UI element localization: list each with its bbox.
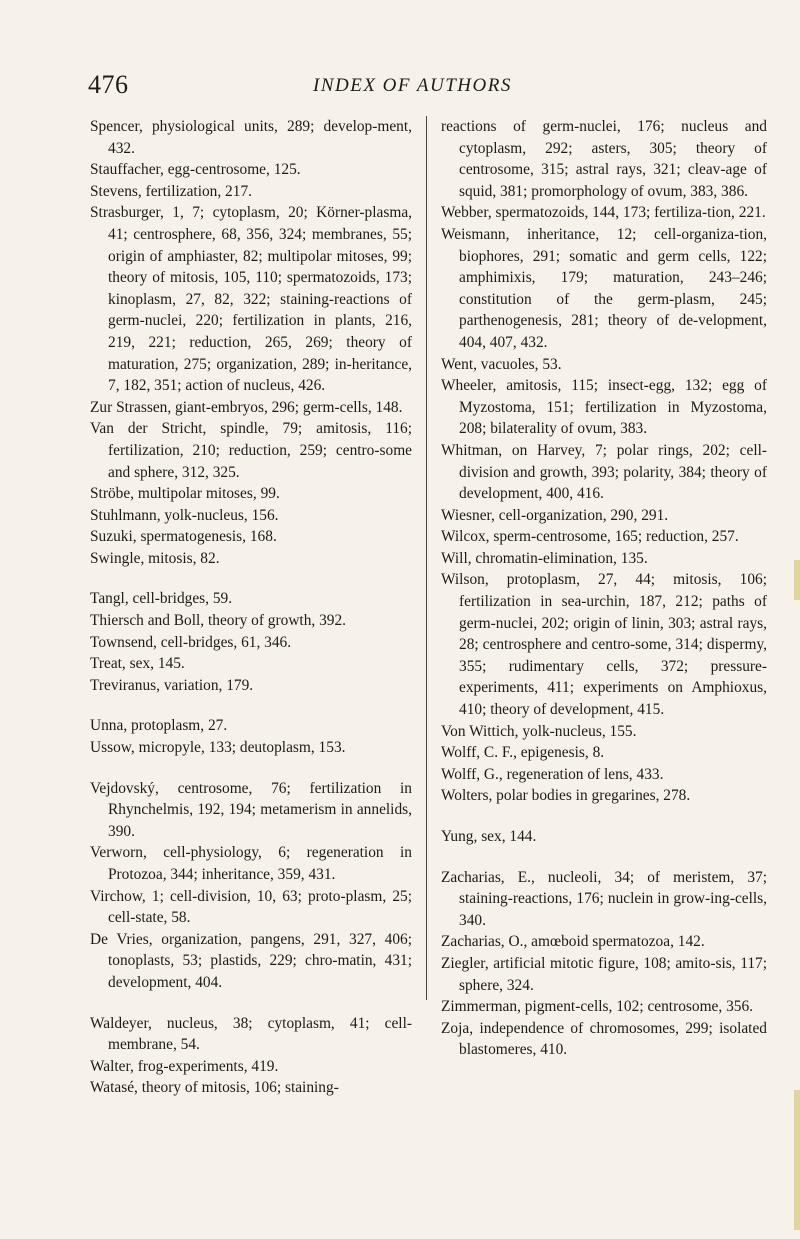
index-entry: Wolters, polar bodies in gregarines, 278. [441, 787, 691, 805]
index-column-right [441, 116, 767, 1061]
index-entry: Zoja, independence of chromosomes, 299; isolated blastomeres, 410. [441, 1019, 767, 1059]
index-entry: Webber, spermatozoids, 144, 173; fertiliza-tion, 221. [441, 204, 766, 222]
index-entry: Tangl, cell-bridges, 59. [90, 590, 233, 608]
index-column-left [90, 116, 412, 1099]
index-entry: Vejdovský, centrosome, 76; fertilization in Rhynchelmis, 192, 194; metamerism in annelids, 390. [90, 779, 412, 840]
index-entry: Zacharias, O., amœboid spermatozoa, 142. [441, 933, 705, 951]
index-entry: Zacharias, E., nucleoli, 34; of meristem, 37; staining-reactions, 176; nuclein in grow-ing-cells, 340. [441, 868, 767, 929]
index-entry: Unna, protoplasm, 27. [90, 717, 228, 735]
page-stain [794, 1090, 800, 1230]
page-header [88, 70, 768, 100]
index-entry: Wilcox, sperm-centrosome, 165; reduction, 257. [441, 528, 739, 546]
index-entry: Wiesner, cell-organization, 290, 291. [441, 506, 669, 524]
index-entry: Strasburger, 1, 7; cytoplasm, 20; Körner-plasma, 41; centrosphere, 68, 356, 324; membranes, 55; origin of amphiaster, 82; multipolar mitoses, 99; theory of mitosis, 105, 110; spermatozoids, 173; kinoplasm, 27, 82, 322; staining-reactions of germ-nuclei, 220; fertilization in plants, 216, 219, 221; reduction, 265, 269; theory of maturation, 275; organization, 289; in-heritance, 7, 182, 351; action of nucleus, 426. [90, 204, 412, 395]
index-entry: Ziegler, artificial mitotic figure, 108; amito-sis, 117; sphere, 324. [441, 954, 767, 994]
index-entry: Wolff, G., regeneration of lens, 433. [441, 765, 664, 783]
index-entry: Thiersch and Boll, theory of growth, 392. [90, 612, 347, 630]
index-entry: Yung, sex, 144. [441, 828, 537, 845]
index-entry: Ströbe, multipolar mitoses, 99. [90, 485, 280, 503]
index-entry: Stuhlmann, yolk-nucleus, 156. [90, 506, 279, 524]
index-entry: Stauffacher, egg-centrosome, 125. [90, 161, 301, 179]
index-entry: Wheeler, amitosis, 115; insect-egg, 132; egg of Myzostoma, 151; fertilization in Myzostoma, 208; bilaterality of ovum, 383. [441, 377, 767, 438]
index-entry: reactions of germ-nuclei, 176; nucleus and cytoplasm, 292; asters, 305; theory of centrosome, 315; astral rays, 321; cleav-age of squid, 381; promorphology of ovum, 383, 386. [441, 118, 767, 200]
index-entry: Virchow, 1; cell-division, 10, 63; proto-plasm, 25; cell-state, 58. [90, 887, 412, 927]
index-entry: De Vries, organization, pangens, 291, 327, 406; tonoplasts, 53; plastids, 229; chro-matin, 431; development, 404. [90, 930, 412, 991]
running-head: INDEX OF AUTHORS [313, 75, 512, 96]
page-stain [794, 560, 800, 600]
index-entry: Watasé, theory of mitosis, 106; staining- [90, 1079, 339, 1097]
index-entry: Zur Strassen, giant-embryos, 296; germ-cells, 148. [90, 398, 403, 416]
index-entry: Swingle, mitosis, 82. [90, 549, 220, 567]
index-entry: Stevens, fertilization, 217. [90, 182, 252, 200]
index-entry: Weismann, inheritance, 12; cell-organiza-tion, biophores, 291; somatic and germ cells, 122; amphimixis, 179; maturation, 243–246; constitution of the germ-plasm, 245; parthenogenesis, 281; theory of de-velopment, 404, 407, 432. [441, 225, 767, 351]
index-entry: Treviranus, variation, 179. [90, 676, 254, 694]
index-entry: Verworn, cell-physiology, 6; regeneration in Protozoa, 344; inheritance, 359, 431. [90, 844, 412, 883]
index-entry: Wolff, C. F., epigenesis, 8. [441, 744, 605, 762]
index-entry: Van der Stricht, spindle, 79; amitosis, 116; fertilization, 210; reduction, 259; centro-some and sphere, 312, 325. [90, 420, 412, 481]
index-entry: Ussow, micropyle, 133; deutoplasm, 153. [90, 739, 346, 757]
index-entry: Will, chromatin-elimination, 135. [441, 549, 648, 567]
index-entry: Zimmerman, pigment-cells, 102; centrosome, 356. [441, 998, 754, 1016]
index-entry: Whitman, on Harvey, 7; polar rings, 202; cell-division and growth, 393; polarity, 384; theory of development, 400, 416. [441, 441, 767, 503]
index-entry: Suzuki, spermatogenesis, 168. [90, 528, 277, 546]
index-entry: Townsend, cell-bridges, 61, 346. [90, 633, 292, 651]
index-entry: Treat, sex, 145. [90, 655, 185, 673]
index-entry: Waldeyer, nucleus, 38; cytoplasm, 41; cell-membrane, 54. [90, 1014, 412, 1054]
index-entry: Wilson, protoplasm, 27, 44; mitosis, 106; fertilization in sea-urchin, 187, 212; paths of germ-nuclei, 202; origin of linin, 303; astral rays, 28; centrosphere and centro-some, 314; dispermy, 355; rudimentary cells, 372; pressure-experiments, 411; experiments on Amphioxus, 410; theory of development, 415. [441, 571, 767, 719]
page-number: 476 [88, 70, 129, 99]
index-entry: Walter, frog-experiments, 419. [90, 1057, 279, 1075]
column-divider [426, 116, 427, 1000]
index-entry: Von Wittich, yolk-nucleus, 155. [441, 722, 637, 740]
index-entry: Spencer, physiological units, 289; develop-ment, 432. [90, 118, 412, 157]
index-entry: Went, vacuoles, 53. [441, 355, 562, 373]
